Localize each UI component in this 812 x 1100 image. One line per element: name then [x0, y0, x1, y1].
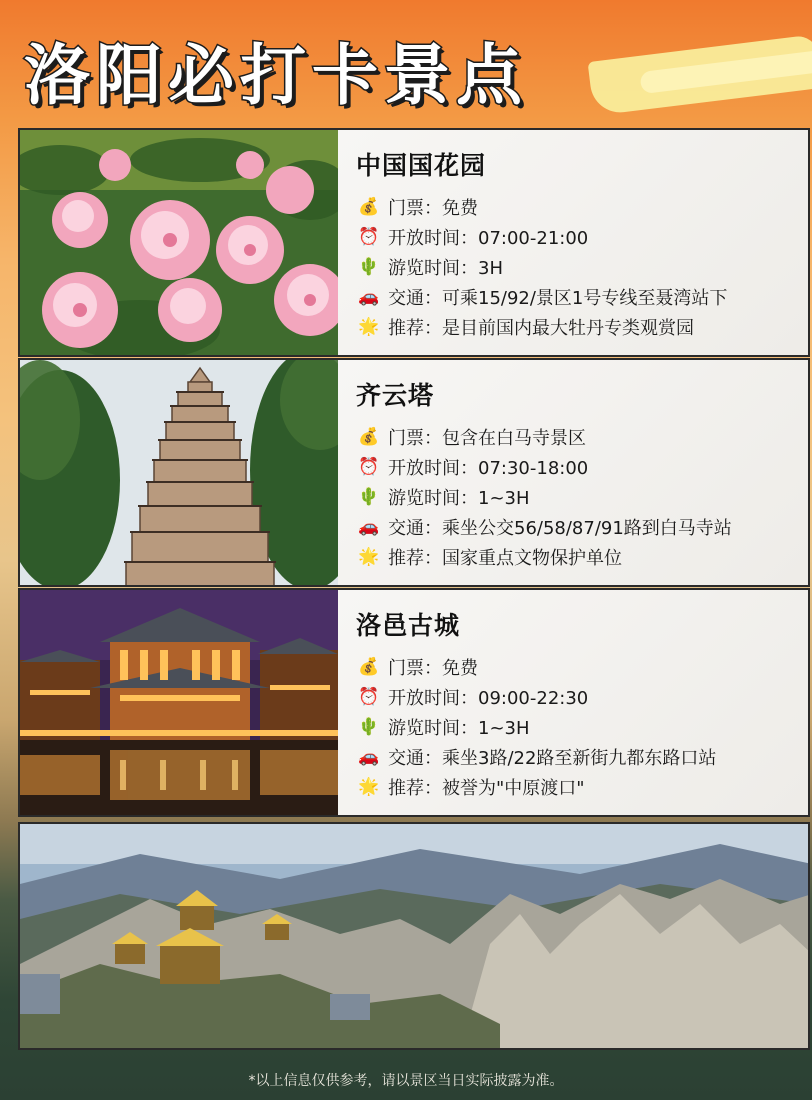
cactus-icon: 🌵 — [358, 717, 380, 737]
spot-name: 中国国花园 — [356, 151, 487, 180]
transport-row — [356, 512, 808, 542]
luoyi-ancient-city-photo — [20, 590, 338, 815]
transport-row — [356, 282, 808, 312]
row-text: 门票：包含在白马寺景区 — [388, 428, 586, 449]
money-bag-icon: 💰 — [358, 197, 380, 217]
duration-row — [356, 712, 808, 742]
spot-card-peony-garden — [18, 128, 810, 357]
duration-row — [356, 252, 808, 282]
footer-note: *以上信息仅供参考，请以景区当日实际披露为准。 — [248, 1073, 564, 1089]
ticket-row — [356, 422, 808, 452]
row-text: 推荐：是目前国内最大牡丹专类观赏园 — [388, 318, 694, 339]
car-icon: 🚗 — [358, 287, 380, 307]
car-icon: 🚗 — [358, 747, 380, 767]
page-title: 洛阳必打卡景点 — [24, 37, 528, 114]
recommend-row — [356, 772, 808, 802]
alarm-clock-icon: ⏰ — [358, 687, 380, 707]
spot-info-panel — [338, 130, 808, 355]
row-text: 开放时间：07:30-18:00 — [388, 458, 589, 479]
row-text: 门票：免费 — [388, 658, 478, 679]
recommend-row — [356, 312, 808, 342]
ticket-row — [356, 192, 808, 222]
row-text: 交通：乘坐3路/22路至新街九都东路口站 — [388, 748, 717, 769]
spot-card-qiyun-pagoda — [18, 358, 810, 587]
qiyun-pagoda-photo — [20, 360, 338, 585]
money-bag-icon: 💰 — [358, 427, 380, 447]
hours-row — [356, 452, 808, 482]
row-text: 交通：可乘15/92/景区1号专线至聂湾站下 — [388, 288, 728, 309]
star-icon: 🌟 — [358, 317, 380, 337]
row-text: 游览时间：1~3H — [388, 718, 530, 739]
spot-name: 洛邑古城 — [356, 611, 461, 640]
alarm-clock-icon: ⏰ — [358, 457, 380, 477]
laojun-mountain-photo — [18, 822, 810, 1050]
cactus-icon: 🌵 — [358, 487, 380, 507]
spot-info-panel — [338, 590, 808, 815]
row-text: 推荐：被誉为"中原渡口" — [388, 778, 585, 799]
row-text: 交通：乘坐公交56/58/87/91路到白马寺站 — [388, 518, 732, 539]
hours-row — [356, 222, 808, 252]
star-icon: 🌟 — [358, 777, 380, 797]
duration-row — [356, 482, 808, 512]
peony-garden-photo — [20, 130, 338, 355]
row-text: 游览时间：3H — [388, 258, 503, 279]
recommend-row — [356, 542, 808, 572]
alarm-clock-icon: ⏰ — [358, 227, 380, 247]
row-text: 开放时间：09:00-22:30 — [388, 688, 589, 709]
row-text: 游览时间：1~3H — [388, 488, 530, 509]
ticket-row — [356, 652, 808, 682]
hours-row — [356, 682, 808, 712]
cactus-icon: 🌵 — [358, 257, 380, 277]
spot-card-luoyi-ancient-city — [18, 588, 810, 817]
star-icon: 🌟 — [358, 547, 380, 567]
row-text: 开放时间：07:00-21:00 — [388, 228, 589, 249]
row-text: 门票：免费 — [388, 198, 478, 219]
car-icon: 🚗 — [358, 517, 380, 537]
spot-info-panel — [338, 360, 808, 585]
transport-row — [356, 742, 808, 772]
row-text: 推荐：国家重点文物保护单位 — [388, 548, 622, 569]
spot-name: 齐云塔 — [356, 381, 435, 410]
money-bag-icon: 💰 — [358, 657, 380, 677]
